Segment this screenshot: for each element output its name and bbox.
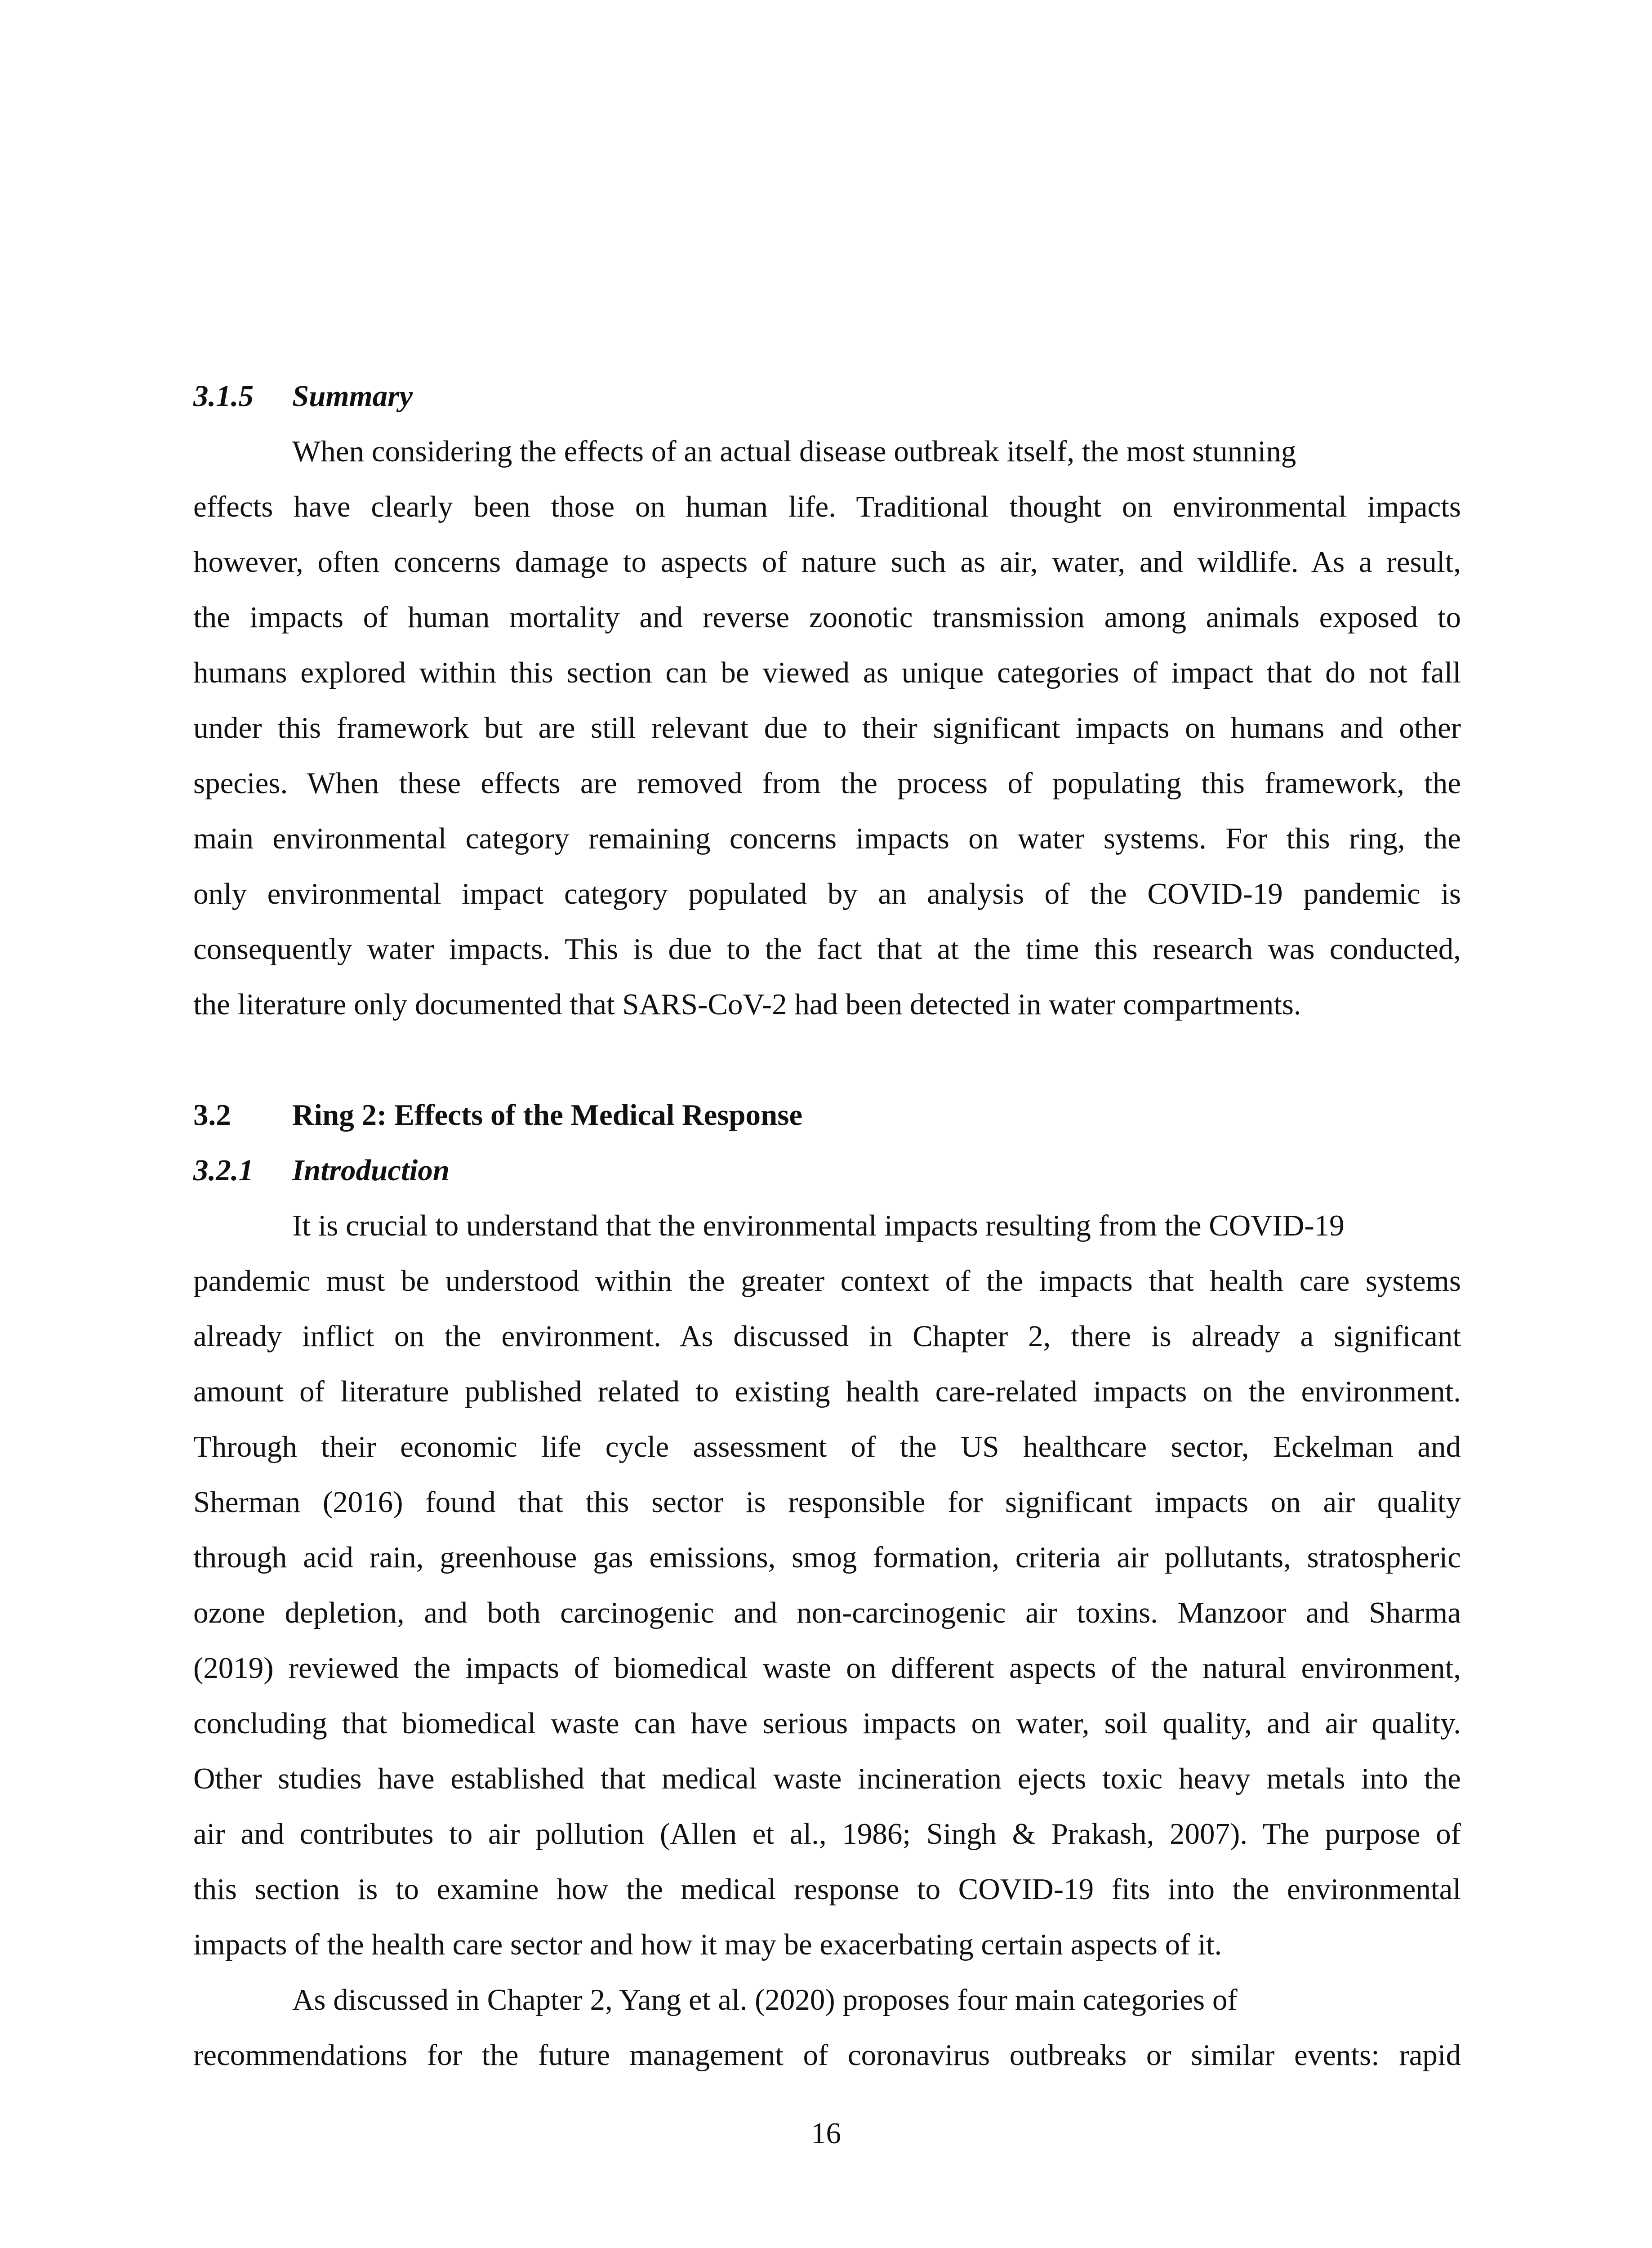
- page-number: 16: [811, 2117, 841, 2150]
- text-line: Through their economic life cycle assessment of the US healthcare sector, Eckelman and: [193, 1430, 1461, 1463]
- text-line: (2019) reviewed the impacts of biomedical waste on different aspects of the natural environment,: [193, 1651, 1461, 1685]
- section-number: 3.2.1: [193, 1154, 254, 1187]
- summary-paragraph: [193, 424, 1461, 1032]
- text-line: under this framework but are still relevant due to their significant impacts on humans and other: [193, 711, 1461, 745]
- section-gap: [193, 1032, 1461, 1088]
- introduction-paragraph-2: [193, 1972, 1461, 2083]
- text-line: It is crucial to understand that the environmental impacts resulting from the COVID-19: [292, 1209, 1345, 1242]
- heading-3-2: [193, 1088, 1461, 1143]
- text-line: air and contributes to air pollution (Allen et al., 1986; Singh & Prakash, 2007). The purpose of: [193, 1817, 1461, 1851]
- text-line: Other studies have established that medical waste incineration ejects toxic heavy metals into the: [193, 1762, 1461, 1795]
- text-line: recommendations for the future management of coronavirus outbreaks or similar events: rapid: [193, 2038, 1461, 2072]
- section-number: 3.1.5: [193, 379, 254, 413]
- text-line: consequently water impacts. This is due to the fact that at the time this research was conducted,: [193, 932, 1461, 966]
- section-title: Introduction: [292, 1154, 450, 1187]
- text-line: the impacts of human mortality and reverse zoonotic transmission among animals exposed to: [193, 601, 1461, 634]
- heading-3-2-1: [193, 1143, 1461, 1198]
- text-line: effects have clearly been those on human life. Traditional thought on environmental impacts: [193, 490, 1461, 523]
- text-line: species. When these effects are removed from the process of populating this framework, the: [193, 767, 1461, 800]
- text-line: this section is to examine how the medical response to COVID-19 fits into the environmental: [193, 1873, 1461, 1906]
- text-line: When considering the effects of an actual disease outbreak itself, the most stunning: [292, 435, 1296, 468]
- text-line: already inflict on the environment. As discussed in Chapter 2, there is already a significant: [193, 1320, 1461, 1353]
- text-line: As discussed in Chapter 2, Yang et al. (2020) proposes four main categories of: [292, 1983, 1238, 2016]
- text-line: the literature only documented that SARS-CoV-2 had been detected in water compartments.: [193, 988, 1301, 1021]
- text-line: concluding that biomedical waste can have serious impacts on water, soil quality, and air quality.: [193, 1707, 1461, 1740]
- section-title: Ring 2: Effects of the Medical Response: [292, 1098, 803, 1132]
- text-line: pandemic must be understood within the greater context of the impacts that health care systems: [193, 1264, 1461, 1298]
- text-line: amount of literature published related to existing health care-related impacts on the environment.: [193, 1375, 1461, 1408]
- page-content: [193, 369, 1461, 2083]
- text-line: main environmental category remaining concerns impacts on water systems. For this ring, the: [193, 822, 1461, 855]
- text-line: only environmental impact category populated by an analysis of the COVID-19 pandemic is: [193, 877, 1461, 910]
- section-title: Summary: [292, 379, 413, 413]
- text-line: impacts of the health care sector and how it may be exacerbating certain aspects of it.: [193, 1928, 1222, 1961]
- section-number: 3.2: [193, 1098, 231, 1132]
- text-line: however, often concerns damage to aspects of nature such as air, water, and wildlife. As a result,: [193, 545, 1461, 579]
- text-line: Sherman (2016) found that this sector is responsible for significant impacts on air quality: [193, 1485, 1461, 1519]
- heading-3-1-5: [193, 369, 1461, 424]
- text-line: through acid rain, greenhouse gas emissions, smog formation, criteria air pollutants, stratospheric: [193, 1541, 1461, 1574]
- introduction-paragraph-1: [193, 1198, 1461, 1972]
- text-line: ozone depletion, and both carcinogenic and non-carcinogenic air toxins. Manzoor and Sharma: [193, 1596, 1461, 1629]
- text-line: humans explored within this section can be viewed as unique categories of impact that do not fall: [193, 656, 1461, 689]
